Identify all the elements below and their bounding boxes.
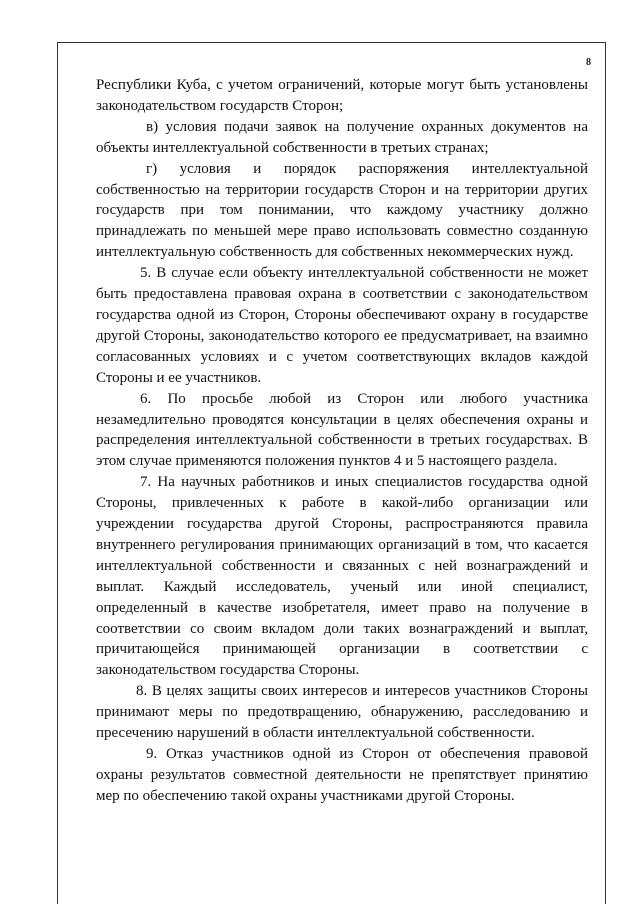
paragraph-9: 9. Отказ участников одной из Сторон от обеспечения правовой охраны результатов совместной деятельности не препятствует принятию мер по обеспечению такой охраны участниками другой Стороны. xyxy=(96,746,588,804)
paragraph-continuation: Республики Куба, с учетом ограничений, которые могут быть установлены законодательством государств Сторон; xyxy=(96,77,588,114)
page-number: 8 xyxy=(586,57,591,68)
paragraph-item-g: г) условия и порядок распоряжения интеллектуальной собственностью на территории государств Сторон и на территории других государств при том понимании, что каждому участнику должно принадлежать по меньшей мере право использовать совместно созданную интеллектуальную собственность для собственных некоммерческих нужд. xyxy=(96,160,588,261)
paragraph-5: 5. В случае если объекту интеллектуальной собственности не может быть предоставлена правовая охрана в соответствии с законодательством государства одной из Сторон, Стороны обеспечивают охрану в государстве другой Стороны, законодательство которого ее предусматривает, на взаимно согласованных условиях и с учетом соответствующих вкладов каждой Стороны и ее участников. xyxy=(96,265,588,386)
paragraph-6: 6. По просьбе любой из Сторон или любого участника незамедлительно проводятся консультации в целях обеспечения охраны и распределения интеллектуальной собственности в третьих государствах. В этом случае применяются положения пунктов 4 и 5 настоящего раздела. xyxy=(96,390,588,470)
paragraph-7: 7. На научных работников и иных специалистов государства одной Стороны, привлеченных к работе в какой-либо организации или учреждении государства другой Стороны, распространяются правила внутреннего регулирования принимающих организаций в том, что касается интеллектуальной собственности и связанных с ней вознаграждений и выплат. Каждый исследователь, ученый или иной специалист, определенный в качестве изобретателя, имеет право на получение в соответствии со своим вкладом доли таких вознаграждений и выплат, причитающейся принимающей организации в соответствии с законодательством государства Стороны. xyxy=(96,474,588,679)
paragraph-8: 8. В целях защиты своих интересов и интересов участников Стороны принимают меры по предотвращению, обнаружению, расследованию и пресечению нарушений в области интеллектуальной собственности. xyxy=(96,683,588,742)
document-body xyxy=(96,75,588,807)
paragraph-item-v: в) условия подачи заявок на получение охранных документов на объекты интеллектуальной собственности в третьих странах; xyxy=(96,118,588,156)
